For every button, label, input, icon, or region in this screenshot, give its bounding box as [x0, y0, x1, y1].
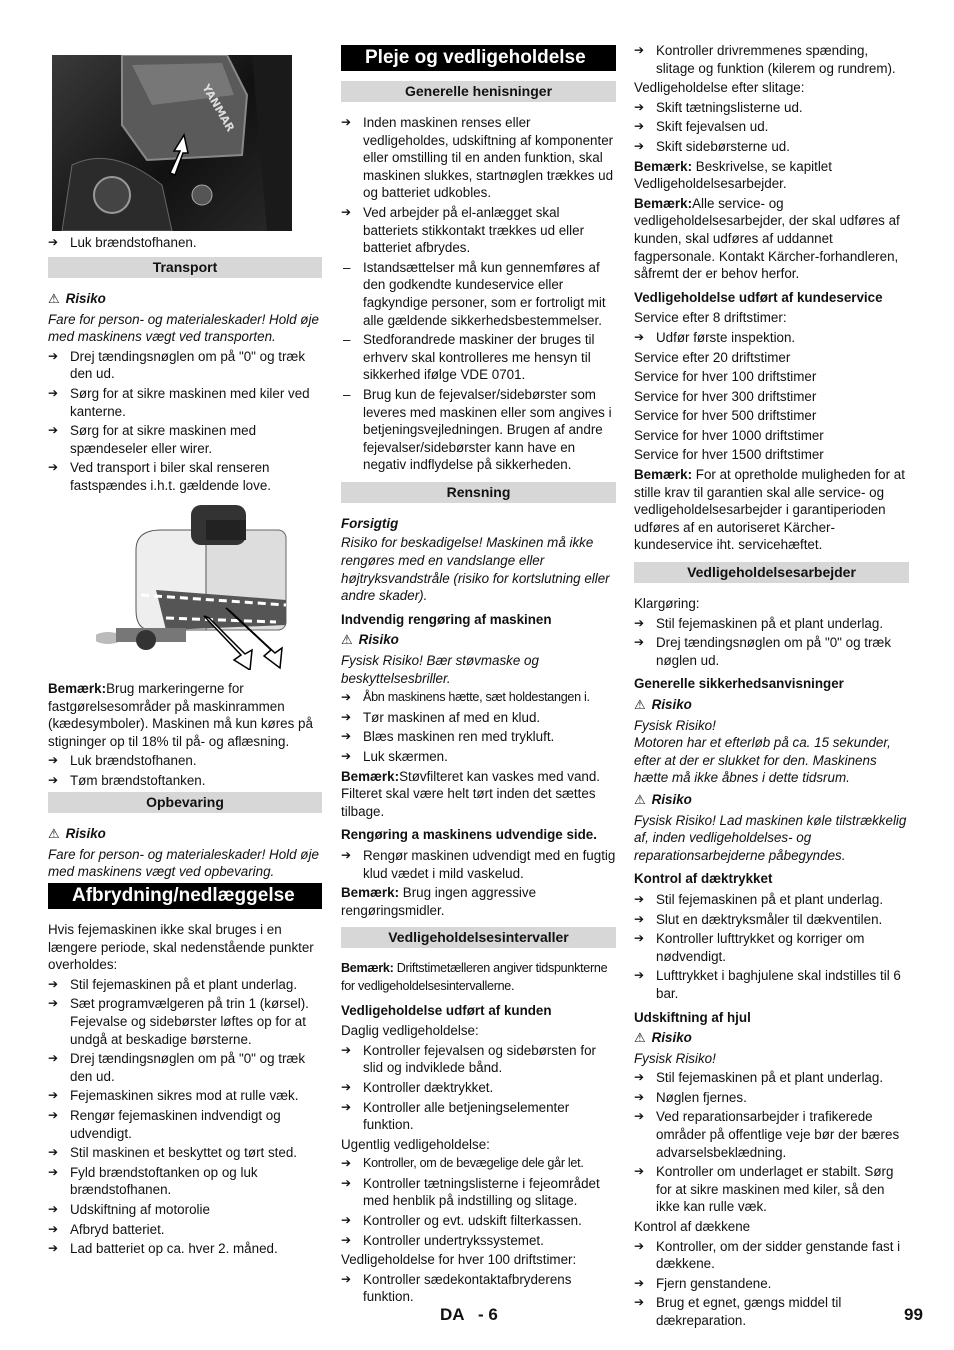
service-line: Service efter 20 driftstimer [634, 349, 791, 365]
list-item: ➔ Stil fejemaskinen på et plant underlag. [634, 891, 909, 909]
list-item: ➔ Kontroller, om de bevægelige dele går let. [341, 1155, 616, 1173]
list-item: ➔ Kontroller alle betjeningselementer funktion. [341, 1099, 616, 1134]
customer-maintenance-heading: Vedligeholdelse udført af kunden [341, 1002, 552, 1018]
transport-warning: Fare for person- og materialeskader! Hold øje med maskinens vægt ved transporten. [48, 311, 319, 345]
service-line: Service for hver 1500 driftstimer [634, 447, 824, 463]
page-number: 99 [904, 1305, 923, 1324]
list-item: ➔ Ved transport i biler skal renseren fastspændes i.h.t. gældende love. [48, 459, 322, 494]
list-item: ➔ Nøglen fjernes. [634, 1089, 909, 1107]
cleaning-heading: Rensning [341, 482, 616, 503]
general-heading: Generelle henisninger [341, 81, 616, 102]
note: Bemærk:Alle service- og vedligeholdelsesarbejder, der skal udføres af kunden, skal udføres af uddannet fagpersonale. Kontakt Kärcher-forhandleren, såfremt der er behov herfor. [634, 195, 900, 282]
storage-heading: Opbevaring [48, 792, 322, 813]
close-fuel-step: ➔ Luk brændstofhanen. [48, 234, 322, 252]
inner-cleaning-heading: Indvendig rengøring af maskinen [341, 611, 552, 627]
outer-cleaning-heading: Rengøring a maskinens udvendige side. [341, 827, 597, 843]
list-item: ➔ Stil fejemaskinen på et plant underlag. [634, 1069, 909, 1087]
tie-down-note: Bemærk:Brug markeringerne for fastgørelsesområder på maskinrammen (kædesymboler). Maskinen må kun køres på stigninger op til 18% til på- og aflæsning. [48, 681, 313, 749]
list-item: ➔ Kontroller dæktrykket. [341, 1079, 616, 1097]
list-item: ➔ Lad batteriet op ca. hver 2. måned. [48, 1240, 322, 1258]
list-item: ➔ Tør maskinen af med en klud. [341, 709, 616, 727]
list-item: – Stedforandrede maskiner der bruges til erhverv skal kontrolleres me hensyn til sikkerhed ifølge VDE 0701. [341, 331, 616, 384]
list-item: ➔ Fejemaskinen sikres mod at rulle væk. [48, 1087, 322, 1105]
list-item: ➔ Blæs maskinen ren med trykluft. [341, 728, 616, 746]
fuel-tank-photo [52, 55, 292, 231]
list-item: ➔ Kontroller tætningslisterne i fejeområdet med henblik på indstilling og slitage. [341, 1175, 616, 1210]
column-2 [341, 45, 616, 1308]
tyres-label: Kontrol af dækkene [634, 1219, 751, 1235]
prep-label: Klargøring: [634, 596, 700, 612]
list-item: ➔ Skift fejevalsen ud. [634, 118, 909, 136]
hour-meter-note: Bemærk: Driftstimetælleren angiver tidspunkterne for vedligeholdelsesintervallerne. [341, 961, 608, 993]
list-item: ➔ Rengør maskinen udvendigt med en fugtig klud vædet i mild vaskelud. [341, 847, 616, 882]
list-item: ➔ Lufttrykket i baghjulene skal indstilles til 6 bar. [634, 967, 909, 1002]
wear-label: Vedligeholdelse efter slitage: [634, 80, 805, 96]
list-item: – Brug kun de fejevalser/sidebørster som leveres med maskinen eller som angives i betjeningsvejledningen. Brugen af andre fejevalser/sidebørster kann have en negativ indflydelse på sikkerheden. [341, 386, 616, 474]
customer-service-heading: Vedligeholdelse udført af kundeservice [634, 289, 883, 305]
storage-risk-label: ⚠ Risiko [48, 826, 106, 842]
list-item: ➔ Fyld brændstoftanken op og luk brændstofhanen. [48, 1164, 322, 1199]
warning-triangle-icon: ⚠ [341, 633, 353, 649]
transport-heading: Transport [48, 257, 322, 278]
risk-text: Fysisk Risiko! Lad maskinen køle tilstrækkelig af, inden vedligeholdelses- og reparationsarbejderne påbegyndes. [634, 812, 907, 863]
cleaning-risk-label: ⚠ Risiko [341, 632, 399, 649]
list-item: ➔ Stil fejemaskinen på et plant underlag. [634, 615, 909, 633]
list-item: ➔ Inden maskinen renses eller vedligeholdes, udskiftning af komponenter eller omstilling til en anden funktion, skal maskinen slukkes, startnøglen trækkes ud og batteriet udkobles. [341, 114, 616, 202]
yanmar-logo: YANMAR [199, 82, 237, 135]
warning-triangle-icon: ⚠ [634, 792, 646, 808]
service-line: Service for hver 300 driftstimer [634, 388, 817, 404]
cleaning-risk-text: Fysisk Risiko! Bær støvmaske og beskyttelsesbriller. [341, 653, 539, 686]
decommission-intro: Hvis fejemaskinen ikke skal bruges i en længere periode, skal nedenstående punkter overholdes: [48, 922, 314, 973]
wheel-change-heading: Udskiftning af hjul [634, 1009, 751, 1025]
care-maintenance-heading: Pleje og vedligeholdelse [341, 45, 616, 71]
detergent-note: Bemærk: Brug ingen aggressive rengøringsmidler. [341, 885, 537, 918]
risk-label: ⚠ Risiko [634, 791, 692, 808]
list-item: ➔ Kontroller og evt. udskift filterkassen. [341, 1212, 616, 1230]
risk-label: ⚠ Risiko [634, 1030, 692, 1047]
list-item: ➔ Kontroller, om der sidder genstande fast i dækkene. [634, 1238, 909, 1273]
list-item: ➔ Åbn maskinens hætte, sæt holdestangen i. [341, 689, 616, 707]
risk-label: ⚠ Risiko [634, 697, 692, 713]
service-line: Service for hver 1000 driftstimer [634, 427, 824, 443]
column-3 [634, 42, 909, 1332]
list-item: ➔ Ved arbejder på el-anlægget skal batteriets stikkontakt trækkes ud eller batteriet afbrydes. [341, 204, 616, 257]
daily-label: Daglig vedligeholdelse: [341, 1023, 479, 1039]
list-item: ➔ Stil maskinen et beskyttet og tørt sted. [48, 1144, 322, 1162]
risk-text: Fysisk Risiko! [634, 1050, 716, 1066]
transport-risk-label: ⚠ Risiko [48, 291, 106, 307]
warning-triangle-icon: ⚠ [634, 1031, 646, 1047]
list-item: ➔ Slut en dæktryksmåler til dækventilen. [634, 911, 909, 929]
list-item: ➔ Luk brændstofhanen. [48, 752, 322, 770]
list-item: ➔ Skift sidebørsterne ud. [634, 138, 909, 156]
decommission-heading: Afbrydning/nedlæggelse [48, 883, 322, 909]
service-line: Service for hver 500 driftstimer [634, 408, 817, 424]
footer-language: DA [440, 1305, 465, 1324]
list-item: – Istandsættelser må kun gennemføres af den godkendte kundeservice eller fagkyndige personer, som er fortroligt mit alle gældende sikkerhedsbestemmelser. [341, 259, 616, 329]
caution-label: Forsigtig [341, 515, 399, 531]
list-item: ➔ Rengør fejemaskinen indvendigt og udvendigt. [48, 1107, 322, 1142]
list-item: ➔ Kontroller om underlaget er stabilt. Sørg for at sikre maskinen med kiler, så den ikke kan rulle væk. [634, 1163, 909, 1216]
list-item: ➔ Kontroller lufttrykket og korriger om nødvendigt. [634, 930, 909, 965]
engine-illustration [52, 55, 292, 231]
list-item: ➔ Ved reparationsarbejder i trafikerede områder på offentlige veje bør der bæres advarselsbeklædning. [634, 1108, 909, 1161]
filter-note: Bemærk:Støvfilteret kan vaskes med vand. Filteret skal være helt tørt inden det sættes tilbage. [341, 768, 601, 819]
list-item: ➔ Sørg for at sikre maskinen med kiler ved kanterne. [48, 385, 322, 420]
intervals-heading: Vedligeholdelsesintervaller [341, 927, 616, 948]
service-line: Service for hver 100 driftstimer [634, 369, 817, 385]
note: Bemærk: Beskrivelse, se kapitlet Vedligeholdelsesarbejder. [634, 158, 832, 192]
warning-triangle-icon: ⚠ [634, 698, 646, 713]
list-item: ➔ Kontroller fejevalsen og sidebørsten for slid og indviklede bånd. [341, 1042, 616, 1077]
warranty-note: Bemærk: For at opretholde muligheden for at stille krav til garantien skal alle service- og vedligeholdelsesarbejder i garantiperioden udføres af en autoriseret Kärcher-kundeservice iht. servicehæftet. [634, 467, 905, 553]
list-item: ➔ Stil fejemaskinen på et plant underlag. [48, 976, 322, 994]
after8-label: Service efter 8 driftstimer: [634, 310, 787, 326]
list-item: ➔ Drej tændingsnøglen om på "0" og træk den ud. [48, 348, 322, 383]
tyre-pressure-heading: Kontrol af dæktrykket [634, 871, 773, 887]
list-item: ➔ Tøm brændstoftanken. [48, 772, 322, 790]
list-item: ➔ Afbryd batteriet. [48, 1221, 322, 1239]
caution-text: Risiko for beskadigelse! Maskinen må ikke rengøres med en vandslange eller højtryksvandstråle (risiko for kortslutning eller andre skader). [341, 535, 610, 604]
weekly-label: Ugentlig vedligeholdelse: [341, 1136, 490, 1152]
footer-section-page: - 6 [478, 1305, 498, 1324]
list-item: ➔ Luk skærmen. [341, 748, 616, 766]
warning-triangle-icon: ⚠ [48, 292, 60, 307]
sweeper-machine-figure [96, 500, 296, 670]
h100-label: Vedligeholdelse for hver 100 driftstimer: [341, 1252, 577, 1268]
list-item: ➔ Kontroller sædekontaktafbryderens funktion. [341, 1271, 616, 1306]
warning-triangle-icon: ⚠ [48, 827, 60, 842]
safety-heading: Generelle sikkerhedsanvisninger [634, 676, 844, 692]
risk-text: Fysisk Risiko! Motoren har et efterløb på ca. 15 sekunder, efter at der er slukket for den. Maskinens hætte må ikke åbnes i dette tidsrum. [634, 717, 891, 786]
maintenance-work-heading: Vedligeholdelsesarbejder [634, 562, 909, 583]
list-item: ➔ Udskiftning af motorolie [48, 1201, 322, 1219]
list-item: ➔ Skift tætningslisterne ud. [634, 99, 909, 117]
list-item: ➔ Sørg for at sikre maskinen med spændeseler eller wirer. [48, 422, 322, 457]
list-item: ➔ Drej tændingsnøglen om på "0" og træk den ud. [48, 1050, 322, 1085]
list-item: ➔ Brug et egnet, gængs middel til dækreparation. [634, 1294, 909, 1329]
list-item: ➔ Kontroller undertrykssystemet. [341, 1232, 616, 1250]
list-item: ➔ Sæt programvælgeren på trin 1 (kørsel). Fejevalse og sidebørster løftes op for at undgå at beskadige børsterne. [48, 995, 322, 1048]
storage-warning: Fare for person- og materialeskader! Hold øje med maskinens vægt ved opbevaring. [48, 846, 319, 880]
list-item: ➔ Drej tændingsnøglen om på "0" og træk nøglen ud. [634, 634, 909, 669]
list-item: ➔ Kontroller drivremmenes spænding, slitage og funktion (kilerem og rundrem). [634, 42, 909, 77]
list-item: ➔ Fjern genstandene. [634, 1275, 909, 1293]
list-item: ➔ Udfør første inspektion. [634, 329, 909, 347]
